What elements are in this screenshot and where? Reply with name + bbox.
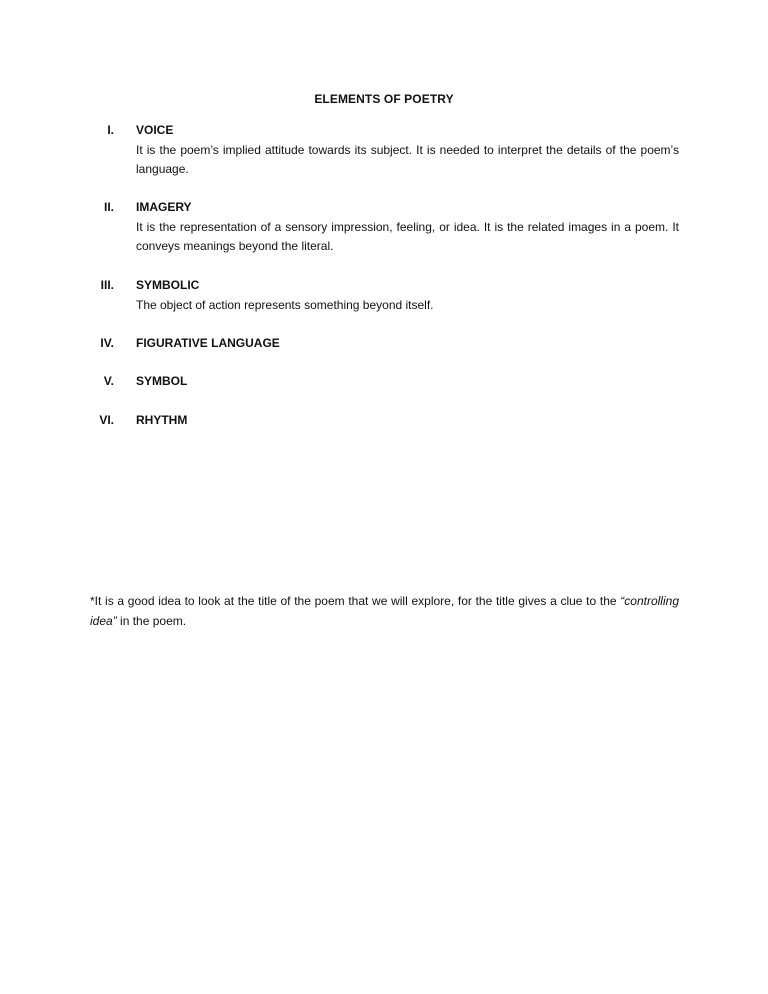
item-heading: IMAGERY	[136, 200, 192, 214]
footnote	[90, 592, 679, 631]
item-numeral: V.	[103, 374, 114, 388]
item-numeral: II.	[103, 200, 114, 214]
item-content	[136, 276, 679, 315]
item-content	[136, 372, 679, 392]
item-content	[136, 411, 679, 431]
item-heading: FIGURATIVE LANGUAGE	[136, 336, 280, 350]
item-numeral: IV.	[100, 336, 114, 350]
footnote-text-before: *It is a good idea to look at the title of the poem that we will explore, for the title gives a clue to the	[90, 594, 617, 608]
footnote-text-after: in the poem.	[120, 613, 187, 628]
page-title: ELEMENTS OF POETRY	[314, 92, 454, 106]
footnote-italic-phrase: “controlling idea”	[90, 594, 679, 628]
item-content	[136, 198, 679, 257]
item-description: It is the representation of a sensory impression, feeling, or idea. It is the related images in a poem. It conveys meanings beyond the literal.	[136, 219, 679, 253]
item-description: It is the poem’s implied attitude towards its subject. It is needed to interpret the details of the poem’s language.	[136, 142, 679, 176]
item-content	[136, 121, 679, 180]
item-numeral: III.	[100, 278, 114, 292]
item-description: The object of action represents something beyond itself.	[136, 297, 434, 312]
item-content	[136, 334, 679, 354]
item-heading: RHYTHM	[136, 413, 188, 427]
item-heading: SYMBOLIC	[136, 278, 200, 292]
item-numeral: I.	[107, 123, 114, 137]
item-heading: SYMBOL	[136, 374, 188, 388]
item-heading: VOICE	[136, 123, 174, 137]
item-numeral: VI.	[99, 413, 114, 427]
